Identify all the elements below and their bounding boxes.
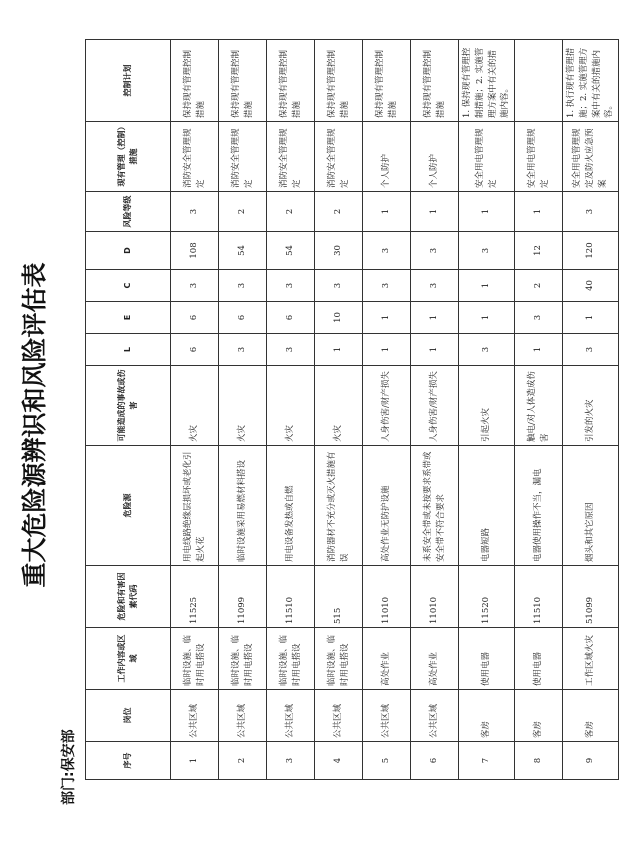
cell-c: 3 (363, 270, 411, 302)
cell-work-area: 高处作业 (363, 628, 411, 690)
cell-hazard-source: 用电线路绝缘层损坏或老化引起火花 (171, 446, 219, 566)
cell-possible-injury: 触电/对人体造成伤害 (515, 366, 563, 446)
cell-seq: 4 (315, 742, 363, 780)
cell-work-area: 使用电器 (459, 628, 515, 690)
cell-work-area: 使用电器 (515, 628, 563, 690)
cell-d: 12 (515, 232, 563, 270)
table-row (219, 40, 267, 780)
header-risk-level: 风险等级 (86, 192, 171, 232)
cell-risk-level: 1 (459, 192, 515, 232)
cell-hazard-code: 11099 (219, 566, 267, 628)
cell-seq: 5 (363, 742, 411, 780)
cell-current-measures: 个人防护 (411, 122, 459, 192)
cell-d: 54 (267, 232, 315, 270)
cell-possible-injury: 火灾 (315, 366, 363, 446)
cell-l: 3 (267, 334, 315, 366)
cell-c: 3 (219, 270, 267, 302)
cell-e: 3 (515, 302, 563, 334)
cell-risk-level: 3 (563, 192, 619, 232)
cell-hazard-code: 11510 (267, 566, 315, 628)
table-row (267, 40, 315, 780)
cell-e: 6 (267, 302, 315, 334)
cell-hazard-code: 11010 (411, 566, 459, 628)
cell-e: 6 (219, 302, 267, 334)
cell-l: 1 (315, 334, 363, 366)
cell-post: 公共区域 (267, 690, 315, 742)
header-d: D (86, 232, 171, 270)
cell-work-area: 临时设施、临时用电搭设 (171, 628, 219, 690)
cell-e: 1 (563, 302, 619, 334)
table-row (411, 40, 459, 780)
cell-possible-injury: 火灾 (267, 366, 315, 446)
cell-l: 3 (563, 334, 619, 366)
cell-d: 3 (459, 232, 515, 270)
header-l: L (86, 334, 171, 366)
cell-current-measures: 消防安全管理规定 (219, 122, 267, 192)
cell-c: 3 (171, 270, 219, 302)
cell-possible-injury: 人身伤害/财产损失 (363, 366, 411, 446)
header-post: 岗位 (86, 690, 171, 742)
cell-hazard-code: 11520 (459, 566, 515, 628)
cell-possible-injury: 人身伤害/财产损失 (411, 366, 459, 446)
cell-e: 10 (315, 302, 363, 334)
header-e: E (86, 302, 171, 334)
cell-e: 1 (411, 302, 459, 334)
cell-seq: 3 (267, 742, 315, 780)
cell-post: 公共区域 (171, 690, 219, 742)
cell-risk-level: 3 (171, 192, 219, 232)
cell-current-measures: 安全用电管理规定及防火应急预案 (563, 122, 619, 192)
cell-possible-injury: 引发的火灾 (563, 366, 619, 446)
cell-c: 2 (515, 270, 563, 302)
cell-hazard-code: 11510 (515, 566, 563, 628)
cell-hazard-source: 临时设施采用易燃材料搭设 (219, 446, 267, 566)
cell-e: 6 (171, 302, 219, 334)
cell-seq: 7 (459, 742, 515, 780)
cell-c: 1 (459, 270, 515, 302)
cell-hazard-source: 高处作业无防护设施 (363, 446, 411, 566)
cell-current-measures: 安全用电管理规定 (515, 122, 563, 192)
cell-hazard-source: 消防器材不充分或灭火措施有误 (315, 446, 363, 566)
cell-hazard-code: 11525 (171, 566, 219, 628)
cell-control-plan: 1. 保持现有管理控制措施；2. 实施管理方案中有关的措施内容。 (459, 40, 515, 122)
cell-control-plan: 1. 执行现有管理措施；2. 实施管理方案中有关的措施内容。 (563, 40, 619, 122)
cell-post: 客房 (459, 690, 515, 742)
cell-possible-injury: 引起火灾 (459, 366, 515, 446)
cell-post: 公共区域 (315, 690, 363, 742)
header-c: C (86, 270, 171, 302)
cell-hazard-source: 电器使用操作不当，漏电 (515, 446, 563, 566)
cell-hazard-code: 515 (315, 566, 363, 628)
cell-e: 1 (363, 302, 411, 334)
header-seq: 序号 (86, 742, 171, 780)
cell-hazard-source: 烟头和其它原因 (563, 446, 619, 566)
cell-risk-level: 2 (267, 192, 315, 232)
cell-l: 3 (459, 334, 515, 366)
cell-possible-injury: 火灾 (219, 366, 267, 446)
cell-work-area: 临时设施、临时用电搭设 (219, 628, 267, 690)
cell-work-area: 临时设施、临时用电搭设 (315, 628, 363, 690)
cell-l: 6 (171, 334, 219, 366)
cell-seq: 9 (563, 742, 619, 780)
cell-d: 108 (171, 232, 219, 270)
cell-seq: 8 (515, 742, 563, 780)
cell-current-measures: 消防安全管理规定 (267, 122, 315, 192)
table-row (363, 40, 411, 780)
risk-table (85, 39, 619, 780)
cell-control-plan: 保持现有管理控制措施 (363, 40, 411, 122)
cell-d: 3 (411, 232, 459, 270)
table-row (171, 40, 219, 780)
cell-risk-level: 1 (411, 192, 459, 232)
table-row (563, 40, 619, 780)
cell-work-area: 临时设施、临时用电搭设 (267, 628, 315, 690)
cell-hazard-source: 电器短路 (459, 446, 515, 566)
header-current-measures: 现有管理（控制）措施 (86, 122, 171, 192)
cell-control-plan: 保持现有管理控制措施 (411, 40, 459, 122)
cell-current-measures: 消防安全管理规定 (171, 122, 219, 192)
cell-control-plan: 保持现有管理控制措施 (219, 40, 267, 122)
header-hazard-source: 危险源 (86, 446, 171, 566)
cell-post: 客房 (515, 690, 563, 742)
cell-work-area: 高处作业 (411, 628, 459, 690)
table-header-row (86, 40, 171, 780)
cell-seq: 1 (171, 742, 219, 780)
cell-d: 54 (219, 232, 267, 270)
header-work-area: 工作内容或区域 (86, 628, 171, 690)
cell-l: 3 (219, 334, 267, 366)
table-row (515, 40, 563, 780)
table-row (459, 40, 515, 780)
cell-control-plan: 保持现有管理控制措施 (315, 40, 363, 122)
cell-control-plan: 保持现有管理控制措施 (171, 40, 219, 122)
cell-risk-level: 1 (515, 192, 563, 232)
cell-l: 1 (363, 334, 411, 366)
cell-current-measures: 个人防护 (363, 122, 411, 192)
cell-post: 公共区域 (363, 690, 411, 742)
cell-l: 1 (515, 334, 563, 366)
cell-hazard-code: 51099 (563, 566, 619, 628)
cell-risk-level: 2 (219, 192, 267, 232)
cell-risk-level: 1 (363, 192, 411, 232)
cell-risk-level: 2 (315, 192, 363, 232)
header-control-plan: 控制计划 (86, 40, 171, 122)
cell-d: 3 (363, 232, 411, 270)
cell-post: 公共区域 (219, 690, 267, 742)
cell-seq: 2 (219, 742, 267, 780)
cell-hazard-source: 用电设备发热或自燃 (267, 446, 315, 566)
page-title: 重大危险源辨识和风险评估表 (20, 262, 49, 588)
cell-control-plan: 保持现有管理控制措施 (267, 40, 315, 122)
cell-current-measures: 安全用电管理规定 (459, 122, 515, 192)
header-possible-injury: 可能造成的事故或伤害 (86, 366, 171, 446)
table-row (315, 40, 363, 780)
header-hazard-code: 危险和有害因素代码 (86, 566, 171, 628)
cell-post: 客房 (563, 690, 619, 742)
cell-hazard-code: 11010 (363, 566, 411, 628)
department-label: 部门:保安部 (61, 729, 77, 805)
cell-d: 120 (563, 232, 619, 270)
cell-post: 公共区域 (411, 690, 459, 742)
cell-seq: 6 (411, 742, 459, 780)
cell-c: 3 (267, 270, 315, 302)
cell-c: 3 (411, 270, 459, 302)
cell-hazard-source: 未系安全带或未按要求系带或安全带不符合要求 (411, 446, 459, 566)
cell-work-area: 工作区域火灾 (563, 628, 619, 690)
cell-c: 40 (563, 270, 619, 302)
cell-current-measures: 消防安全管理规定 (315, 122, 363, 192)
cell-d: 30 (315, 232, 363, 270)
cell-c: 3 (315, 270, 363, 302)
cell-possible-injury: 火灾 (171, 366, 219, 446)
cell-l: 1 (411, 334, 459, 366)
cell-control-plan (515, 40, 563, 122)
cell-e: 1 (459, 302, 515, 334)
